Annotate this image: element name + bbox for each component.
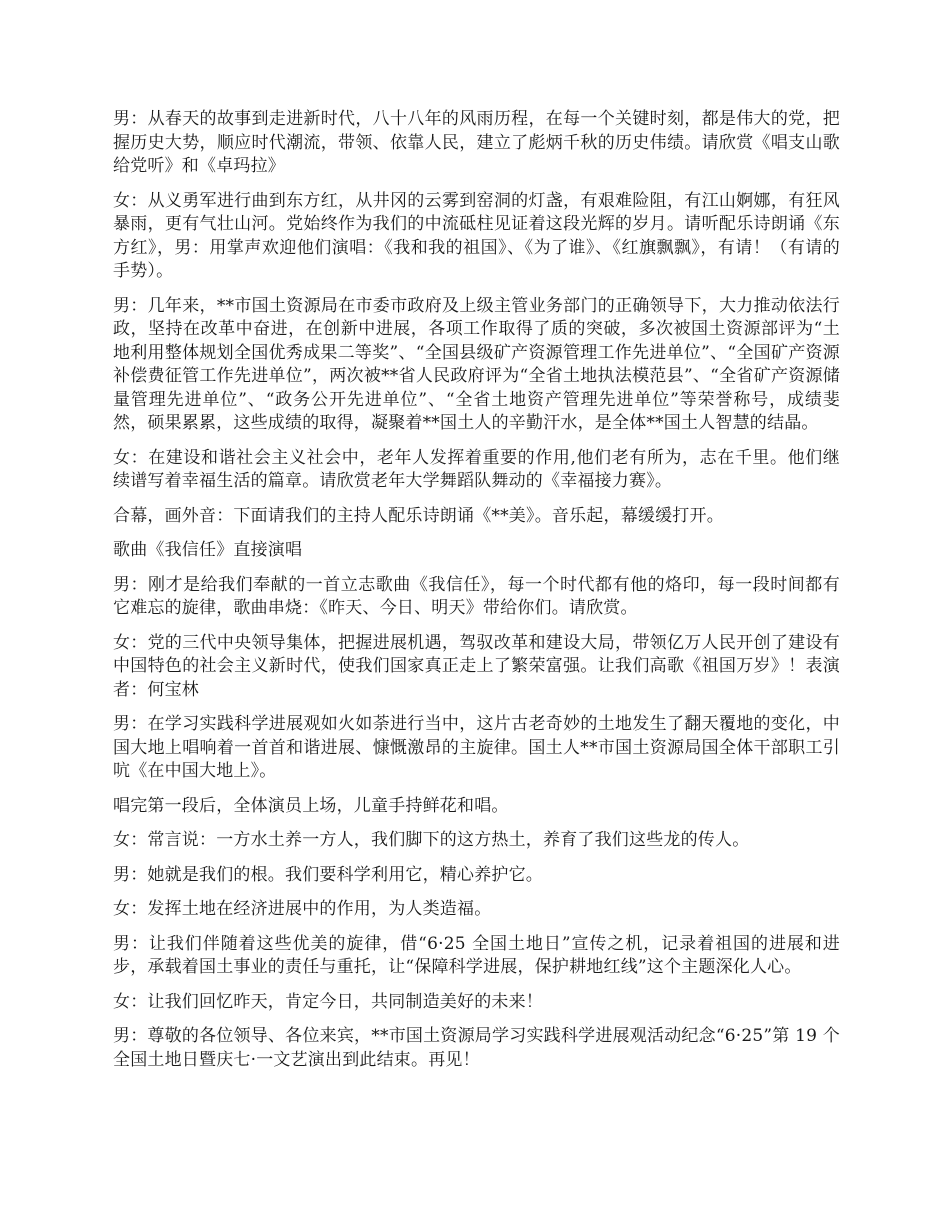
- paragraph-4: 女：在建设和谐社会主义社会中，老年人发挥着重要的作用,他们老有所为，志在千里。他们继续谱写着幸福生活的篇章。请欣赏老年大学舞蹈队舞动的《幸福接力赛》。: [113, 447, 840, 491]
- paragraph-11: 女：常言说：一方水土养一方人，我们脚下的这方热土，养育了我们这些龙的传人。: [113, 830, 750, 850]
- paragraph-14: 男：让我们伴随着这些优美的旋律，借“6·25 全国土地日”宣传之机，记录着祖国的进展和进步，承载着国土事业的责任与重托，让“保障科学进展，保护耕地红线”这个主题深化人心。: [113, 933, 840, 977]
- paragraph-5: 合幕，画外音：下面请我们的主持人配乐诗朗诵《**美》。音乐起，幕缓缓打开。: [113, 505, 724, 526]
- paragraph-8: 女：党的三代中央领导集体，把握进展机遇，驾驭改革和建设大局，带领亿万人民开创了建设有中国特色的社会主义新时代，使我们国家真正走上了繁荣富强。让我们高歌《祖国万岁》！表演者：何宝林: [113, 632, 840, 700]
- document-body: [113, 108, 840, 1083]
- paragraph-6: 歌曲《我信任》直接演唱: [113, 540, 303, 560]
- paragraph-7: 男：刚才是给我们奉献的一首立志歌曲《我信任》，每一个时代都有他的烙印，每一段时间都有它难忘的旋律，歌曲串烧：《昨天、今日、明天》带给你们。请欣赏。: [113, 574, 840, 618]
- paragraph-2: 女：从义勇军进行曲到东方红，从井冈的云雾到窑洞的灯盏，有艰难险阻，有江山婀娜，有狂风暴雨，更有气壮山河。党始终作为我们的中流砥柱见证着这段光辉的岁月。请听配乐诗朗诵《东方红》，男：用掌声欢迎他们演唱：《我和我的祖国》、《为了谁》、《红旗飘飘》，有请！（有请的手势）。: [113, 190, 840, 281]
- paragraph-12: 男：她就是我们的根。我们要科学利用它，精心养护它。: [113, 864, 543, 885]
- paragraph-15: 女：让我们回忆昨天，肯定今日，共同制造美好的未来！: [113, 991, 543, 1012]
- paragraph-1: 男：从春天的故事到走进新时代，八十八年的风雨历程，在每一个关键时刻，都是伟大的党，把握历史大势，顺应时代潮流，带领、依靠人民，建立了彪炳千秋的历史伟绩。请欣赏《唱支山歌给党听》和《卓玛拉》: [113, 109, 840, 176]
- paragraph-10: 唱完第一段后，全体演员上场，儿童手持鲜花和唱。: [113, 795, 509, 816]
- paragraph-13: 女：发挥土地在经济进展中的作用，为人类造福。: [113, 899, 492, 919]
- paragraph-16: 男：尊敬的各位领导、各位来宾，**市国土资源局学习实践科学进展观活动纪念“6·25”第 19 个全国土地日暨庆七·一文艺演出到此结束。再见！: [113, 1026, 840, 1070]
- paragraph-9: 男：在学习实践科学进展观如火如荼进行当中，这片古老奇妙的土地发生了翻天覆地的变化，中国大地上唱响着一首首和谐进展、慷慨激昂的主旋律。国土人**市国土资源局国全体干部职工引吭《在中国大地上》。: [113, 714, 840, 781]
- paragraph-3: 男：几年来，**市国土资源局在市委市政府及上级主管业务部门的正确领导下，大力推动依法行政，坚持在改革中奋进，在创新中进展，各项工作取得了质的突破，多次被国土资源部评为“土地利用整体规划全国优秀成果二等奖”、“全国县级矿产资源管理工作先进单位”、“全国矿产资源补偿费征管工作先进单位”，两次被**省人民政府评为“全省土地执法模范县”、“全省矿产资源储量管理先进单位”、“政务公开先进单位”、“全省土地资产管理先进单位”等荣誉称号，成绩斐然，硕果累累，这些成绩的取得，凝聚着**国土人的辛勤汗水，是全体**国土人智慧的结晶。: [113, 295, 840, 433]
